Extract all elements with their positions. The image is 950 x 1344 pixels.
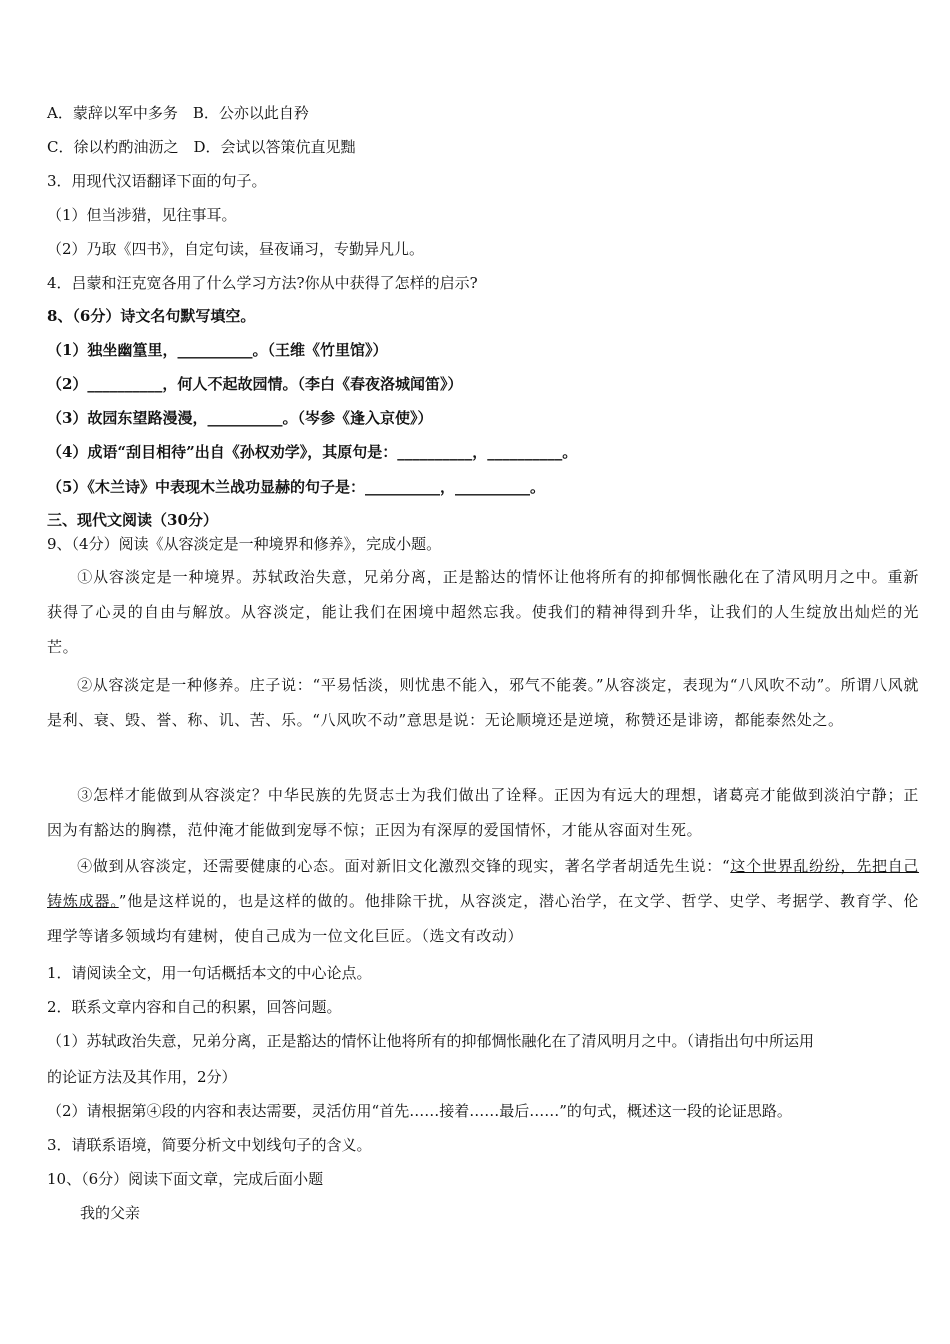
question-9-sub-3: 3．请联系语境，简要分析文中划线句子的含义。 bbox=[47, 1136, 372, 1154]
article-paragraph-1 bbox=[47, 560, 919, 665]
question-9-sub-2-1-line-1: （1）苏轼政治失意，兄弟分离，正是豁达的情怀让他将所有的抑郁惆怅融化在了清风明月之中。（请指出句中所运用 bbox=[47, 1032, 815, 1050]
option-line-ab: A．蒙辞以军中多务 B．公亦以此自矜 bbox=[47, 104, 309, 122]
article-paragraph-4 bbox=[47, 849, 919, 954]
paragraph-2-text: ②从容淡定是一种修养。庄子说：“平易恬淡，则忧患不能入，邪气不能袭。”从容淡定，表现为“八风吹不动”。所谓八风就是利、衰、毁、誉、称、讥、苦、乐。“八风吹不动”意思是说：无论顺境还是逆境，称赞还是诽谤，都能泰然处之。 bbox=[47, 676, 919, 729]
question-8-item-5: （5）《木兰诗》中表现木兰战功显赫的句子是：__________，__________。 bbox=[47, 478, 545, 496]
question-9-sub-2-2: （2）请根据第④段的内容和表达需要，灵活仿用“首先……接着……最后……”的句式，概述这一段的论证思路。 bbox=[47, 1102, 792, 1120]
question-3-sentence-2: （2）乃取《四书》，自定句读，昼夜诵习，专勤异凡儿。 bbox=[47, 240, 425, 258]
question-8-item-3: （3）故园东望路漫漫，__________。（岑参《逢入京使》） bbox=[47, 409, 433, 427]
question-8-item-1: （1）独坐幽篁里，__________。（王维《竹里馆》） bbox=[47, 341, 388, 359]
question-9-stem: 9、（4分）阅读《从容淡定是一种境界和修养》，完成小题。 bbox=[47, 535, 442, 553]
article-title: 我的父亲 bbox=[80, 1204, 141, 1222]
paragraph-1-text: ①从容淡定是一种境界。苏轼政治失意，兄弟分离，正是豁达的情怀让他将所有的抑郁惆怅融化在了清风明月之中。重新获得了心灵的自由与解放。从容淡定，能让我们在困境中超然忘我。使我们的精神得到升华，让我们的人生绽放出灿烂的光芒。 bbox=[47, 568, 919, 656]
question-9-sub-1: 1．请阅读全文，用一句话概括本文的中心论点。 bbox=[47, 964, 372, 982]
question-4-stem: 4．吕蒙和汪克宽各用了什么学习方法?你从中获得了怎样的启示? bbox=[47, 274, 478, 292]
question-8-item-4: （4）成语“刮目相待”出自《孙权劝学》，其原句是：__________，__________。 bbox=[47, 443, 578, 461]
paragraph-3-text: ③怎样才能做到从容淡定？中华民族的先贤志士为我们做出了诠释。正因为有远大的理想，诸葛亮才能做到淡泊宁静；正因为有豁达的胸襟，范仲淹才能做到宠辱不惊；正因为有深厚的爱国情怀，才能从容面对生死。 bbox=[47, 786, 919, 839]
paragraph-4-text-before: ④做到从容淡定，还需要健康的心态。面对新旧文化激烈交锋的现实，著名学者胡适先生说：“ bbox=[77, 857, 731, 875]
paragraph-4-text-after: ”他是这样说的，也是这样的做的。他排除干扰，从容淡定，潜心治学，在文学、哲学、史学、考据学、教育学、伦理学等诸多领域均有建树，使自己成为一位文化巨匠。（选文有改动） bbox=[47, 892, 919, 945]
question-9-sub-2-1-line-2: 的论证方法及其作用，2分） bbox=[47, 1068, 237, 1086]
question-8-item-2: （2）__________，何人不起故园情。（李白《春夜洛城闻笛》） bbox=[47, 375, 463, 393]
question-3-sentence-1: （1）但当涉猎，见往事耳。 bbox=[47, 206, 237, 224]
question-9-sub-2: 2．联系文章内容和自己的积累，回答问题。 bbox=[47, 998, 342, 1016]
article-paragraph-3 bbox=[47, 778, 919, 848]
question-10-stem: 10、（6分）阅读下面文章，完成后面小题 bbox=[47, 1170, 324, 1188]
question-3-stem: 3．用现代汉语翻译下面的句子。 bbox=[47, 172, 267, 190]
option-line-cd: C．徐以杓酌油沥之 D．会试以答策伉直见黜 bbox=[47, 138, 356, 156]
section-3-title: 三、现代文阅读（30分） bbox=[47, 511, 218, 529]
underlined-sentence: 这个世界乱纷纷，先把自己铸炼成器。 bbox=[47, 857, 920, 910]
question-8-stem: 8、（6分）诗文名句默写填空。 bbox=[47, 307, 256, 325]
article-paragraph-2 bbox=[47, 668, 919, 738]
